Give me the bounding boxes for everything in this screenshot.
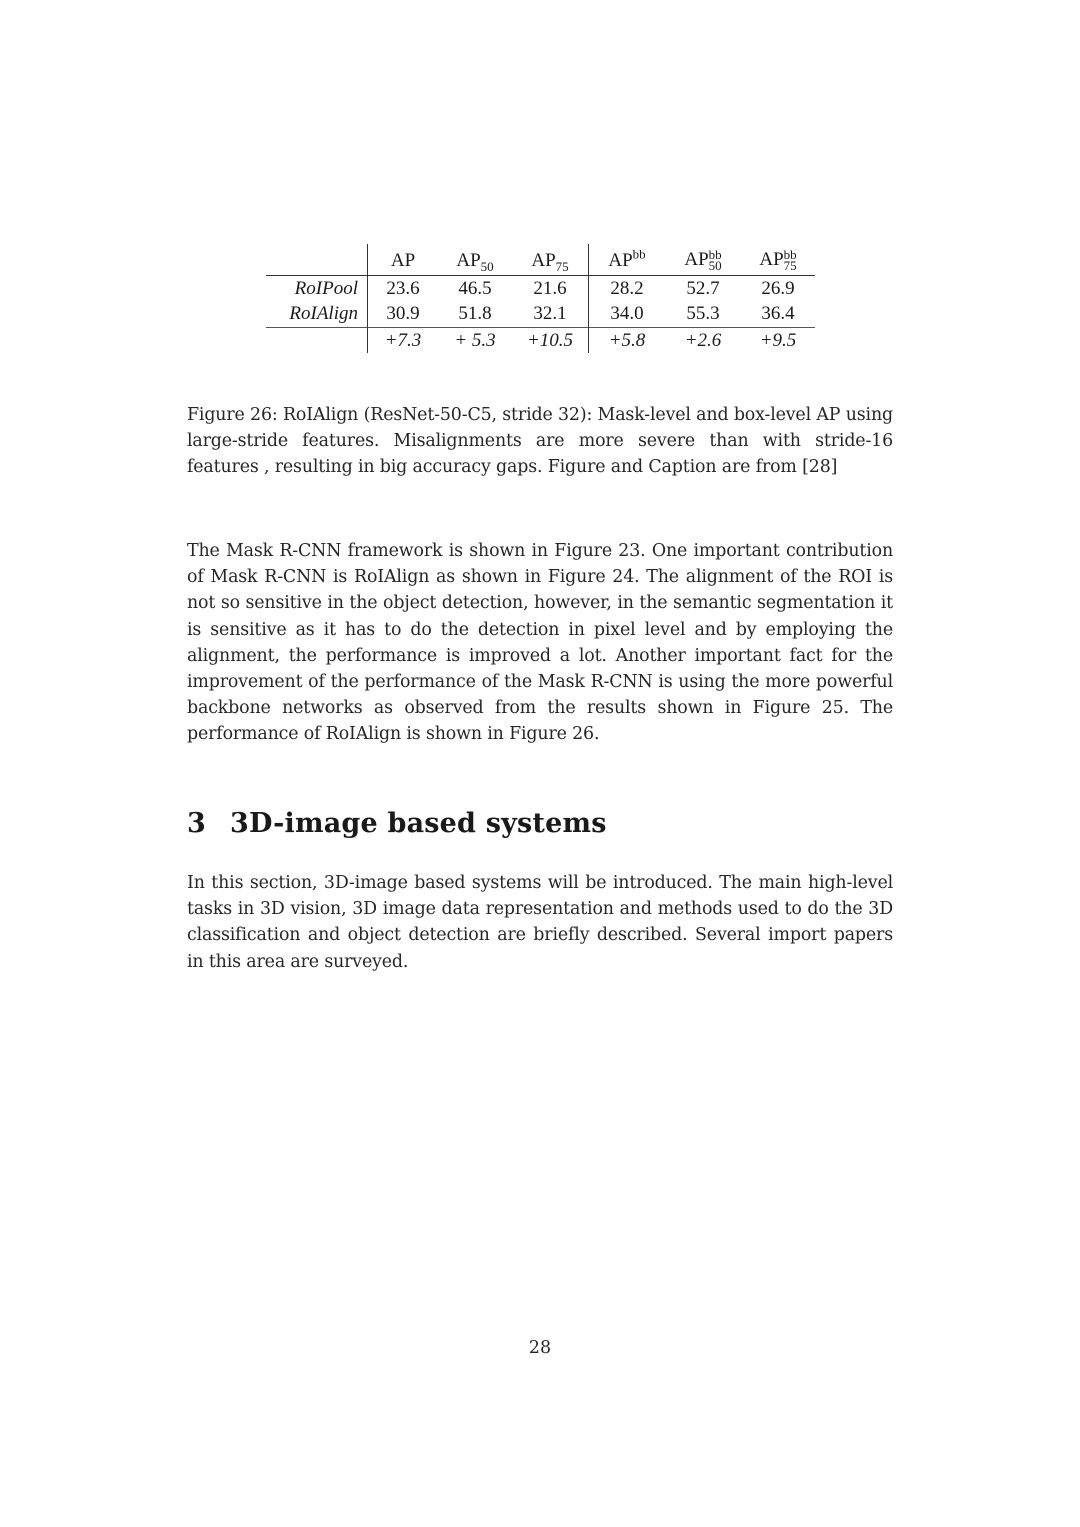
table-cell: 52.7 (686, 277, 720, 299)
section-intro-paragraph: In this section, 3D-image based systems will be introduced. The main high-level tasks in 3D vision, 3D image data representation and methods used to do the 3D classification and object detection are briefly described. Several import papers in this area are surveyed. (187, 873, 893, 972)
header-apbb: $AP^{bb}$ (589, 244, 666, 275)
header-ap75: $AP_{75}$ (512, 244, 589, 275)
table-cell: 21.6 (533, 277, 567, 299)
figure-caption: Figure 26: RoIAlign (ResNet-50-C5, stride 32): Mask-level and box-level AP using large-stride features. Misalignments are more severe than with stride-16 features , resulting in big accuracy gaps. Figure and Caption are from [28] (187, 405, 893, 478)
table-cell: 51.8 (458, 303, 492, 325)
table-cell: 26.9 (761, 277, 795, 299)
section-number: 3 (187, 808, 206, 839)
header-empty-cell (266, 244, 368, 275)
delta-cell: +2.6 (665, 327, 741, 353)
header-apbb50: AP bb 50 (665, 244, 741, 275)
table-cell: 32.1 (533, 303, 567, 325)
table-cell: 30.9 (368, 301, 439, 327)
table-cell: 28.2 (589, 275, 666, 301)
table-cell: 36.4 (761, 303, 795, 325)
delta-empty-cell (266, 327, 368, 353)
table-row-roialign (266, 301, 815, 327)
delta-cell: +10.5 (512, 327, 589, 353)
header-ap: AP (368, 244, 439, 275)
row-label-roipool: RoIPool (294, 277, 358, 299)
table-cell: 55.3 (686, 303, 720, 325)
table-cell: 23.6 (368, 275, 439, 301)
delta-cell: +5.8 (589, 327, 666, 353)
header-apbb75: AP bb 75 (741, 244, 815, 275)
table-row-delta (266, 327, 815, 353)
table-header-row (266, 244, 815, 275)
table-cell: 34.0 (589, 301, 666, 327)
delta-cell: +9.5 (741, 327, 815, 353)
header-ap50: $AP_{50}$ (438, 244, 512, 275)
section-heading (187, 808, 607, 839)
row-label-roialign: RoIAlign (289, 303, 358, 325)
page-number: 28 (528, 1338, 552, 1358)
table-cell: 46.5 (458, 277, 492, 299)
results-table (266, 244, 815, 353)
body-paragraph: The Mask R-CNN framework is shown in Figure 23. One important contribution of Mask R-CNN is RoIAlign as shown in Figure 24. The alignment of the ROI is not so sensitive in the object detection, however, in the semantic segmentation it is sensitive as it has to do the detection in pixel level and by employing the alignment, the performance is improved a lot. Another important fact for the improvement of the performance of the Mask R-CNN is using the more powerful backbone networks as observed from the results shown in Figure 25. The performance of RoIAlign is shown in Figure 26. (187, 541, 893, 745)
delta-cell: + 5.3 (438, 327, 512, 353)
delta-cell: +7.3 (368, 327, 439, 353)
section-title: 3D-image based systems (230, 808, 607, 839)
table-row-roipool (266, 275, 815, 301)
